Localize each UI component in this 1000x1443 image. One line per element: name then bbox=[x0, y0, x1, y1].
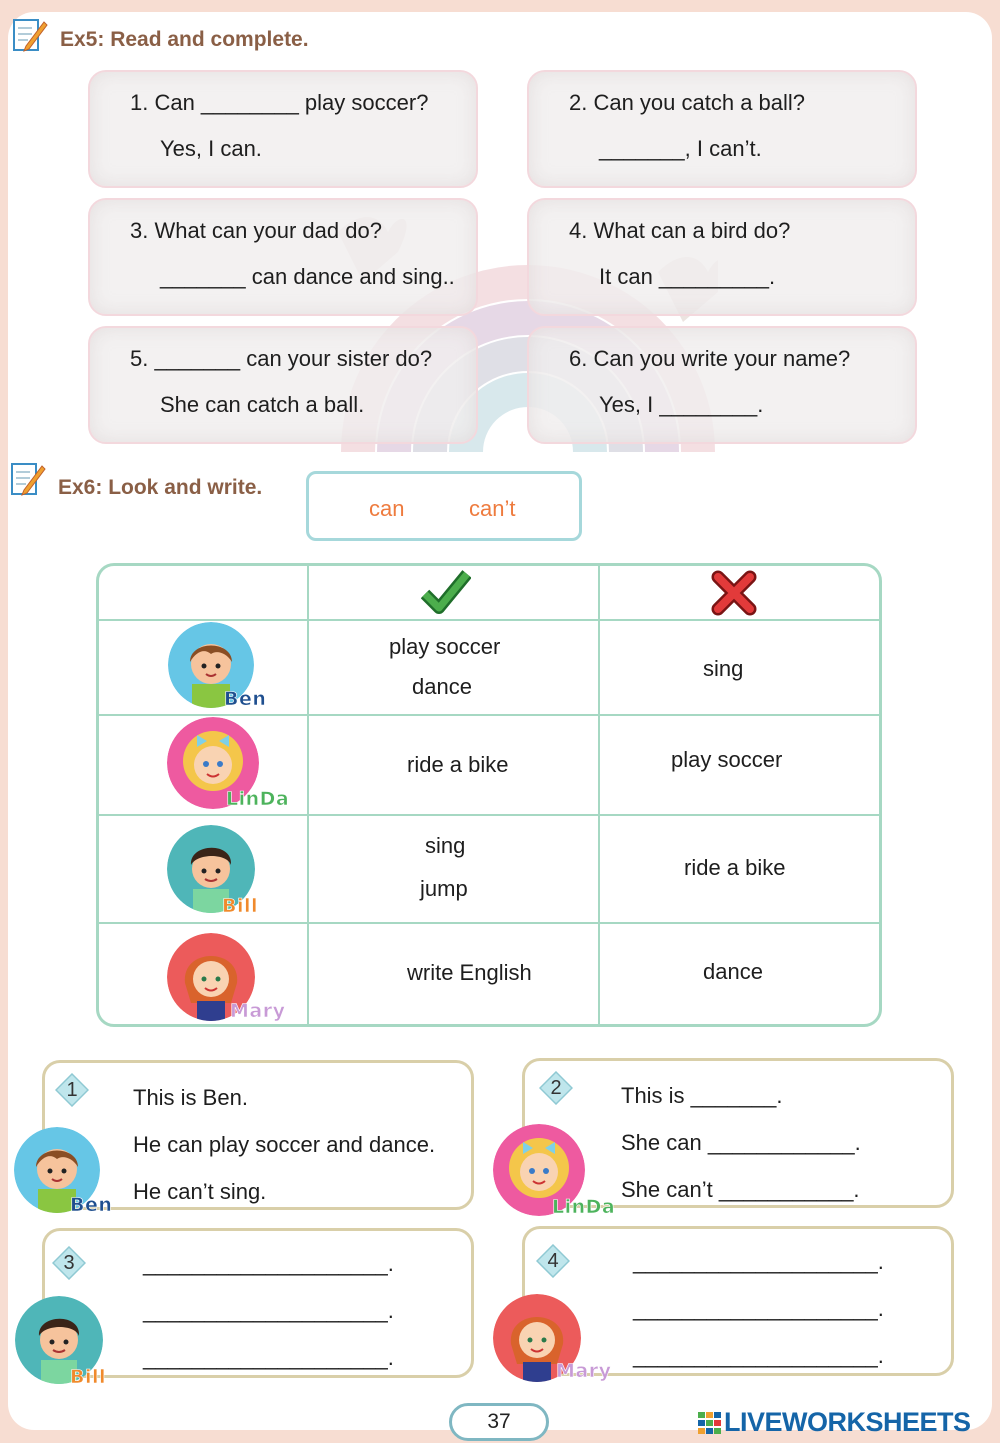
mary-can-1: write English bbox=[407, 960, 532, 985]
mary-name-tag: Mary bbox=[556, 1360, 612, 1382]
number-badge-2: 2 bbox=[539, 1071, 573, 1105]
answer-text: She can catch a ball. bbox=[160, 392, 365, 417]
mary-name-tag: Mary bbox=[230, 1000, 286, 1022]
number-badge-4: 4 bbox=[536, 1244, 570, 1278]
bill-cant-1: ride a bike bbox=[684, 855, 786, 880]
liveworksheets-logo-icon bbox=[698, 1412, 722, 1434]
bill-can-1: sing bbox=[425, 833, 466, 858]
ben-can-1: play soccer bbox=[389, 634, 501, 659]
question-box-5 bbox=[88, 326, 478, 444]
answer-text: Yes, I ________. bbox=[599, 392, 764, 417]
writing-line-1: This is _______. bbox=[621, 1083, 783, 1108]
writing-box-2 bbox=[522, 1058, 954, 1208]
writing-line-2: ____________________. bbox=[633, 1296, 884, 1321]
question-box-3 bbox=[88, 198, 478, 316]
writing-line-2: He can play soccer and dance. bbox=[133, 1132, 436, 1157]
cross-icon bbox=[711, 570, 757, 616]
writing-line-1: ____________________. bbox=[143, 1251, 394, 1276]
number-badge-1: 1 bbox=[55, 1073, 89, 1107]
answer-text: Yes, I can. bbox=[160, 136, 262, 161]
question-text: 4. What can a bird do? bbox=[569, 218, 791, 243]
linda-cant-1: play soccer bbox=[671, 747, 783, 772]
writing-line-3: ____________________. bbox=[143, 1345, 394, 1370]
question-text: 1. Can ________ play soccer? bbox=[130, 90, 429, 115]
writing-line-1: This is Ben. bbox=[133, 1085, 248, 1110]
ben-name-tag: Ben bbox=[224, 688, 267, 710]
question-box-6 bbox=[527, 326, 917, 444]
question-text: 6. Can you write your name? bbox=[569, 346, 851, 371]
question-text: 5. _______ can your sister do? bbox=[130, 346, 433, 371]
notepad-pencil-icon bbox=[12, 14, 48, 54]
writing-line-3: He can’t sing. bbox=[133, 1179, 267, 1204]
bill-name-tag: Bill bbox=[70, 1366, 107, 1388]
page-number: 37 bbox=[449, 1403, 549, 1441]
question-box-2 bbox=[527, 70, 917, 188]
mary-cant-1: dance bbox=[703, 959, 763, 984]
question-box-4 bbox=[527, 198, 917, 316]
ex6-title: Ex6: Look and write. bbox=[58, 476, 263, 499]
word-bank bbox=[306, 471, 582, 541]
brand-text: LIVEWORKSHEETS bbox=[724, 1407, 971, 1437]
writing-line-3: She can’t ___________. bbox=[621, 1177, 860, 1202]
writing-box-3 bbox=[42, 1228, 474, 1378]
writing-line-3: ____________________. bbox=[633, 1343, 884, 1368]
linda-name-tag: LinDa bbox=[552, 1196, 616, 1218]
ben-can-2: dance bbox=[412, 674, 472, 699]
answer-text: It can _________. bbox=[599, 264, 776, 289]
check-icon bbox=[421, 568, 471, 616]
question-text: 2. Can you catch a ball? bbox=[569, 90, 806, 115]
answer-text: _______, I can’t. bbox=[599, 136, 762, 161]
answer-text: _______ can dance and sing.. bbox=[160, 264, 455, 289]
ben-name-tag: Ben bbox=[70, 1194, 113, 1216]
linda-can-1: ride a bike bbox=[407, 752, 509, 777]
writing-line-1: ____________________. bbox=[633, 1249, 884, 1274]
ben-cant-1: sing bbox=[703, 656, 744, 681]
word-cant: can’t bbox=[469, 496, 516, 521]
writing-line-2: ____________________. bbox=[143, 1298, 394, 1323]
linda-name-tag: LinDa bbox=[226, 788, 290, 810]
writing-box-4 bbox=[522, 1226, 954, 1376]
writing-box-1 bbox=[42, 1060, 474, 1210]
question-text: 3. What can your dad do? bbox=[130, 218, 382, 243]
number-badge-3: 3 bbox=[52, 1246, 86, 1280]
bill-can-2: jump bbox=[420, 876, 468, 901]
notepad-pencil-icon bbox=[10, 458, 46, 498]
question-box-1 bbox=[88, 70, 478, 188]
ex5-title: Ex5: Read and complete. bbox=[60, 28, 309, 51]
bill-name-tag: Bill bbox=[222, 895, 259, 917]
word-can: can bbox=[369, 496, 405, 521]
writing-line-2: She can ____________. bbox=[621, 1130, 861, 1155]
